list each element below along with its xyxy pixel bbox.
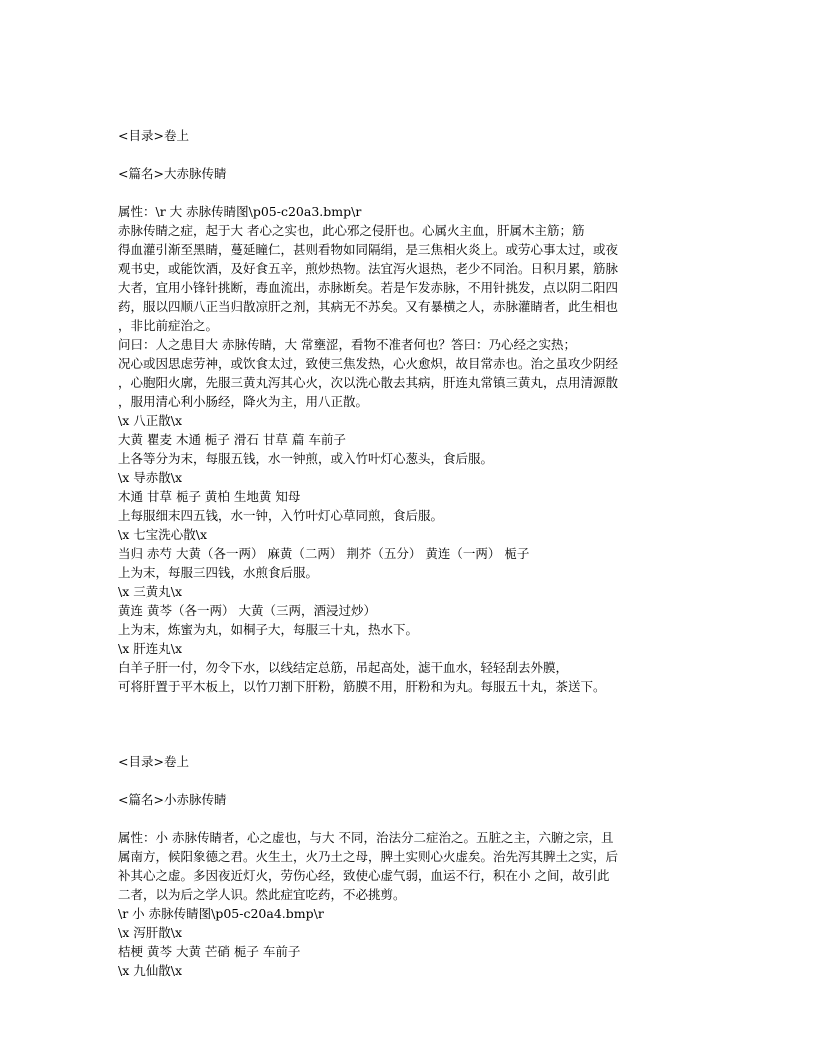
text-line: 属性：小 赤脉传睛者，心之虚也，与大 不同，治法分二症治之。五脏之主，六腑之宗，且 bbox=[118, 830, 614, 845]
text-line: 属性：\r 大 赤脉传睛图\p05-c20a3.bmp\r bbox=[118, 204, 362, 219]
ingredient-line: 当归 赤芍 大黄（各一两） 麻黄（二两） 荆芥（五分） 黄连（一两） 栀子 bbox=[118, 546, 530, 561]
text-line: ，服用清心利小肠经，降火为主，用八正散。 bbox=[118, 394, 369, 409]
text-line: 补其心之虚。多因夜近灯火，劳伤心经，致使心虚气弱，血运不行，积在小 之间，故引此 bbox=[118, 868, 610, 883]
text-line: 大者，宜用小锋针挑断，毒血流出，赤脉断矣。若是乍发赤脉，不用针挑发，点以阴二阳四 bbox=[118, 280, 619, 295]
text-line: 药，服以四顺八正当归散凉肝之剂，其病无不苏矣。又有暴横之人，赤脉灌睛者，此生相也 bbox=[118, 299, 619, 314]
formula-heading: \x 九仙散\x bbox=[118, 963, 182, 978]
text-line: 观书史，或能饮酒，及好食五辛，煎炒热物。法宜泻火退热，老少不同治。日积月累，筋脉 bbox=[118, 261, 619, 276]
text-line: 属南方，候阳象德之君。火生土，火乃土之母，脾土实则心火虚矣。治先泻其脾土之实，后 bbox=[118, 849, 619, 864]
formula-heading: \x 导赤散\x bbox=[118, 470, 182, 485]
text-line: \r 小 赤脉传睛图\p05-c20a4.bmp\r bbox=[118, 906, 324, 921]
formula-heading: \x 七宝洗心散\x bbox=[118, 527, 207, 542]
ingredient-line: 木通 甘草 栀子 黄柏 生地黄 知母 bbox=[118, 489, 301, 504]
text-line: 上为末，炼蜜为丸，如桐子大，每服三十丸，热水下。 bbox=[118, 622, 419, 637]
formula-heading: \x 肝连丸\x bbox=[118, 641, 182, 656]
text-line: 二者，以为后之学人识。然此症宜吃药，不必挑剪。 bbox=[118, 887, 406, 902]
formula-heading: \x 八正散\x bbox=[118, 413, 182, 428]
ingredient-line: 黄连 黄芩（各一两） 大黄（三两，酒浸过炒） bbox=[118, 603, 376, 618]
formula-heading: \x 泻肝散\x bbox=[118, 925, 182, 940]
text-line: 上各等分为末，每服五钱，水一钟煎，或入竹叶灯心葱头，食后服。 bbox=[118, 451, 494, 466]
directory-heading: <目录>卷上 bbox=[118, 128, 189, 143]
ingredient-line: 大黄 瞿麦 木通 栀子 滑石 甘草 萹 车前子 bbox=[118, 432, 346, 447]
text-line: 上为末，每服三四钱，水煎食后服。 bbox=[118, 565, 319, 580]
formula-heading: \x 三黄丸\x bbox=[118, 584, 182, 599]
text-line: 赤脉传睛之症，起于大 者心之实也，此心邪之侵肝也。心属火主血，肝属木主筋；筋 bbox=[118, 223, 585, 238]
section-title: <篇名>大赤脉传睛 bbox=[118, 166, 227, 181]
text-line: 白羊子肝一付，勿令下水，以线结定总筋，吊起高处，滤干血水，轻轻刮去外膜， bbox=[118, 660, 569, 675]
text-line: 可将肝置于平木板上，以竹刀割下肝粉，筋膜不用，肝粉和为丸。每服五十丸，茶送下。 bbox=[118, 679, 606, 694]
text-line: 得血灌引渐至黑睛，蔓延瞳仁，甚则看物如同隔绢，是三焦相火炎上。或劳心事太过，或夜 bbox=[118, 242, 619, 257]
text-line: 问曰：人之患目大 赤脉传睛，大 常壅涩，看物不准者何也？答曰：乃心经之实热； bbox=[118, 337, 576, 352]
section-title: <篇名>小赤脉传睛 bbox=[118, 792, 227, 807]
directory-heading: <目录>卷上 bbox=[118, 754, 189, 769]
ingredient-line: 桔梗 黄芩 大黄 芒硝 栀子 车前子 bbox=[118, 944, 301, 959]
text-line: 况心或因思虑劳神，或饮食太过，致使三焦发热，心火愈炽，故目常赤也。治之虽攻少阴经 bbox=[118, 356, 619, 371]
text-line: 上每服细末四五钱，水一钟，入竹叶灯心草同煎，食后服。 bbox=[118, 508, 444, 523]
text-line: ，心胞阳火廓，先服三黄丸泻其心火，次以洗心散去其病，肝连丸常镇三黄丸，点用清源散 bbox=[118, 375, 619, 390]
text-line: ，非比前症治之。 bbox=[118, 318, 219, 333]
